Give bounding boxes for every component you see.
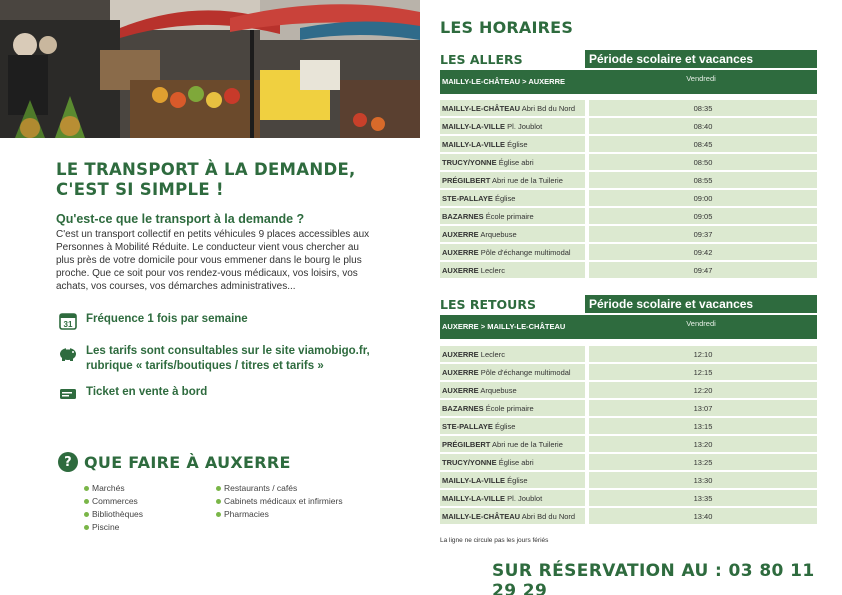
- feature-tarifs-text: Les tarifs sont consultables sur le site viamobigo.fr, rubrique « tarifs/boutiques / titres et tarifs »: [86, 345, 370, 372]
- bullet-icon: [84, 512, 89, 517]
- stop-name: MAILLY-LA-VILLE: [442, 139, 506, 149]
- stop-cell: [440, 136, 585, 152]
- stop-detail: Pôle d'échange multimodal: [480, 367, 571, 377]
- stop-cell: [440, 454, 585, 470]
- time-cell: 13:30: [585, 472, 817, 488]
- table-row: [440, 508, 817, 524]
- reservation-phone: SUR RÉSERVATION AU : 03 80 11 29 29: [492, 561, 815, 595]
- stop-cell: [440, 364, 585, 380]
- time-cell: 09:37: [585, 226, 817, 242]
- stop-name: MAILLY-LE-CHÂTEAU: [442, 511, 521, 521]
- list-item: Cabinets médicaux et infirmiers: [216, 495, 343, 508]
- stop-name: BAZARNES: [442, 211, 484, 221]
- table-row: [440, 436, 817, 452]
- stop-cell: [440, 262, 585, 278]
- stop-cell: [440, 346, 585, 362]
- stop-detail: Pl. Joublot: [507, 121, 543, 131]
- stop-cell: [440, 436, 585, 452]
- allers-period: Période scolaire et vacances: [585, 50, 817, 68]
- schedule-title: LES HORAIRES: [440, 18, 574, 37]
- table-row: [440, 136, 817, 152]
- list-item: Commerces: [84, 495, 143, 508]
- stop-detail: École primaire: [485, 211, 534, 221]
- bullet-icon: [216, 486, 221, 491]
- que-faire-title: QUE FAIRE À AUXERRE: [84, 452, 291, 472]
- table-row: [440, 262, 817, 278]
- footnote: La ligne ne circule pas les jours fériés: [440, 537, 549, 544]
- stop-detail: Église: [494, 421, 516, 431]
- time-cell: 13:40: [585, 508, 817, 524]
- stop-cell: [440, 382, 585, 398]
- time-cell: 08:45: [585, 136, 817, 152]
- right-page: [420, 0, 842, 595]
- time-cell: 13:07: [585, 400, 817, 416]
- stop-cell: [440, 418, 585, 434]
- table-row: [440, 346, 817, 362]
- stop-name: STE-PALLAYE: [442, 421, 493, 431]
- headline: [56, 160, 356, 200]
- intro-paragraph: C'est un transport collectif en petits véhicules 9 places accessibles aux Personnes à Mobilité Réduite. Le conducteur vient vous chercher au plus près de votre domicile pour vous emmener dans le bourg le plus proche. Que ce soit pour vos rendez-vous médicaux, vos loisirs, vos achats, vos courses, vos démarches administratives...: [56, 229, 370, 292]
- table-row: [440, 208, 817, 224]
- time-cell: 09:00: [585, 190, 817, 206]
- time-cell: 09:42: [585, 244, 817, 260]
- stop-name: TRUCY/YONNE: [442, 457, 497, 467]
- stop-name: AUXERRE: [442, 385, 479, 395]
- stop-detail: Abri Bd du Nord: [521, 511, 576, 521]
- allers-route-header: [440, 70, 817, 94]
- retours-period: Période scolaire et vacances: [585, 295, 817, 313]
- stop-cell: [440, 190, 585, 206]
- retours-day: Vendredi: [585, 315, 817, 339]
- calendar-icon-text: 31: [63, 320, 73, 329]
- table-row: [440, 490, 817, 506]
- table-row: [440, 454, 817, 470]
- stop-detail: Église: [507, 139, 528, 149]
- stop-name: AUXERRE: [442, 265, 479, 275]
- allers-table: [440, 98, 817, 280]
- time-cell: 13:20: [585, 436, 817, 452]
- retours-route: AUXERRE > MAILLY-LE-CHÂTEAU: [440, 315, 585, 339]
- stop-detail: Église abri: [498, 157, 534, 167]
- retours-route-header: [440, 315, 817, 339]
- table-row: [440, 382, 817, 398]
- stop-name: MAILLY-LA-VILLE: [442, 475, 506, 485]
- stop-cell: [440, 472, 585, 488]
- stop-name: AUXERRE: [442, 247, 479, 257]
- feature-tarifs: [58, 344, 376, 374]
- stop-name: MAILLY-LE-CHÂTEAU: [442, 103, 521, 113]
- stop-cell: [440, 100, 585, 116]
- stop-detail: Pl. Joublot: [507, 493, 543, 503]
- stop-detail: Arquebuse: [480, 385, 517, 395]
- stop-name: BAZARNES: [442, 403, 484, 413]
- stop-detail: Abri rue de la Tuilerie: [492, 439, 563, 449]
- headline-line-2: C'EST SI SIMPLE !: [56, 180, 224, 199]
- stop-name: AUXERRE: [442, 367, 479, 377]
- stop-name: MAILLY-LA-VILLE: [442, 493, 506, 503]
- stop-name: TRUCY/YONNE: [442, 157, 497, 167]
- time-cell: 12:10: [585, 346, 817, 362]
- calendar-icon: [58, 312, 78, 330]
- table-row: [440, 472, 817, 488]
- stop-cell: [440, 244, 585, 260]
- bullet-icon: [216, 499, 221, 504]
- stop-detail: Leclerc: [480, 265, 505, 275]
- left-page: [0, 0, 420, 595]
- time-cell: 12:15: [585, 364, 817, 380]
- feature-frequency: [58, 312, 248, 330]
- time-cell: 08:50: [585, 154, 817, 170]
- retours-table: [440, 344, 817, 526]
- que-faire-heading: [58, 452, 291, 472]
- list-item: Piscine: [84, 521, 143, 534]
- stop-cell: [440, 508, 585, 524]
- table-row: [440, 100, 817, 116]
- allers-day: Vendredi: [585, 70, 817, 94]
- list-item: Pharmacies: [216, 508, 343, 521]
- feature-ticket-text: Ticket en vente à bord: [86, 386, 208, 398]
- time-cell: 13:15: [585, 418, 817, 434]
- ticket-icon: [58, 385, 78, 403]
- stop-detail: Abri Bd du Nord: [521, 103, 576, 113]
- feature-ticket: [58, 385, 207, 403]
- time-cell: 08:35: [585, 100, 817, 116]
- piggy-bank-icon: [58, 344, 78, 362]
- stop-cell: [440, 400, 585, 416]
- table-row: [440, 400, 817, 416]
- table-row: [440, 118, 817, 134]
- stop-name: MAILLY-LA-VILLE: [442, 121, 506, 131]
- stop-detail: Leclerc: [480, 349, 505, 359]
- headline-line-1: LE TRANSPORT À LA DEMANDE,: [56, 160, 356, 179]
- stop-cell: [440, 490, 585, 506]
- retours-label: LES RETOURS: [440, 297, 536, 312]
- stop-name: PRÉGILBERT: [442, 175, 491, 185]
- stop-cell: [440, 154, 585, 170]
- table-row: [440, 154, 817, 170]
- question-icon: ?: [58, 452, 78, 472]
- allers-label: LES ALLERS: [440, 52, 523, 67]
- list-item: Bibliothèques: [84, 508, 143, 521]
- time-cell: 13:35: [585, 490, 817, 506]
- stop-detail: Arquebuse: [480, 229, 517, 239]
- stop-name: PRÉGILBERT: [442, 439, 491, 449]
- feature-frequency-text: Fréquence 1 fois par semaine: [86, 313, 248, 325]
- list-item: Restaurants / cafés: [216, 482, 343, 495]
- time-cell: 08:55: [585, 172, 817, 188]
- allers-route: MAILLY-LE-CHÂTEAU > AUXERRE: [440, 70, 585, 94]
- time-cell: 12:20: [585, 382, 817, 398]
- stop-detail: Pôle d'échange multimodal: [480, 247, 571, 257]
- table-row: [440, 418, 817, 434]
- stop-detail: Église: [494, 193, 516, 203]
- activities-list-1: [84, 482, 143, 534]
- table-row: [440, 364, 817, 380]
- stop-cell: [440, 118, 585, 134]
- stop-detail: École primaire: [485, 403, 534, 413]
- stop-detail: Église: [507, 475, 528, 485]
- stop-name: AUXERRE: [442, 229, 479, 239]
- time-cell: 09:05: [585, 208, 817, 224]
- bullet-icon: [216, 512, 221, 517]
- stop-cell: [440, 172, 585, 188]
- time-cell: 08:40: [585, 118, 817, 134]
- stop-name: STE-PALLAYE: [442, 193, 493, 203]
- stop-detail: Abri rue de la Tuilerie: [492, 175, 563, 185]
- stop-cell: [440, 226, 585, 242]
- table-row: [440, 244, 817, 260]
- table-row: [440, 190, 817, 206]
- table-row: [440, 172, 817, 188]
- time-cell: 13:25: [585, 454, 817, 470]
- stop-detail: Église abri: [498, 457, 534, 467]
- time-cell: 09:47: [585, 262, 817, 278]
- activities-list-2: [216, 482, 343, 521]
- question-heading: Qu'est-ce que le transport à la demande ?: [56, 212, 305, 226]
- stop-name: AUXERRE: [442, 349, 479, 359]
- stop-cell: [440, 208, 585, 224]
- table-row: [440, 226, 817, 242]
- list-item: Marchés: [84, 482, 143, 495]
- bullet-icon: [84, 499, 89, 504]
- bullet-icon: [84, 525, 89, 530]
- market-photo: [0, 0, 420, 138]
- bullet-icon: [84, 486, 89, 491]
